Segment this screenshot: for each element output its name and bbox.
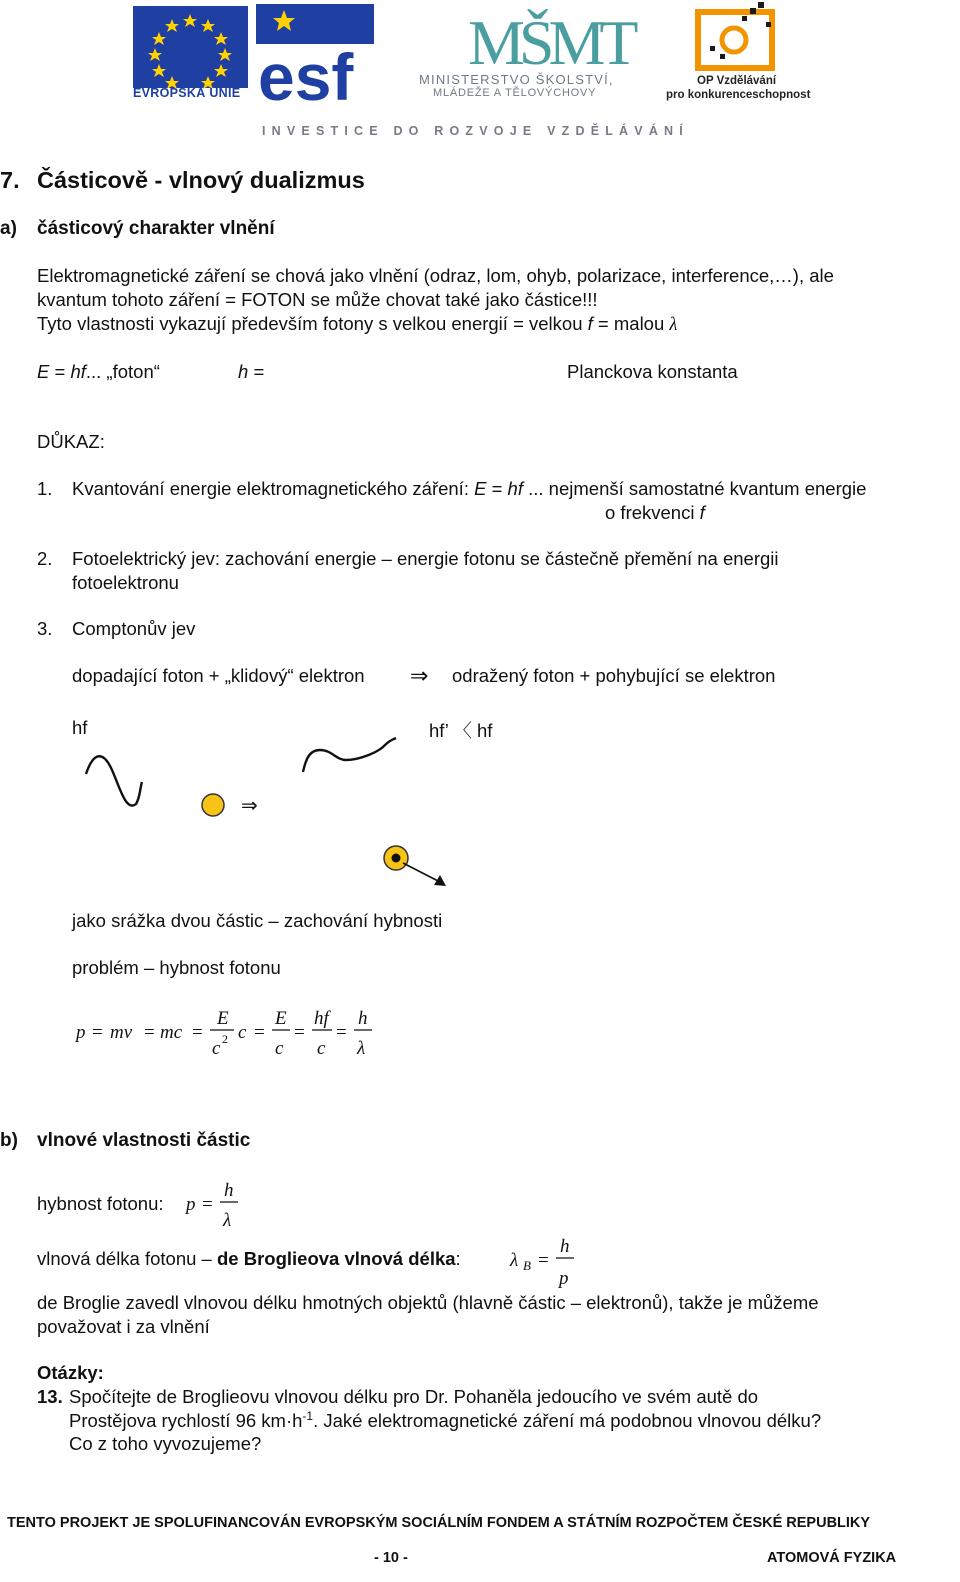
- formula-E: E: [37, 361, 50, 382]
- item1-hf: hf: [507, 478, 523, 499]
- para2-f: f: [587, 313, 593, 334]
- questions-label: Otázky:: [37, 1362, 104, 1383]
- item2-line1: Fotoelektrický jev: zachování energie – energie fotonu se částečně přemění na energii: [72, 548, 779, 569]
- para1-line2: kvantum tohoto záření = FOTON se může chovat také jako částice!!!: [37, 289, 598, 310]
- diagram-arrow-icon: ⇒: [241, 793, 258, 817]
- compton-left: dopadající foton + „klidový“ elektron: [72, 665, 365, 686]
- formula-eq2: =: [253, 361, 265, 382]
- item1-line2-text: o frekvenci: [605, 502, 695, 523]
- pm-p: p: [186, 1194, 196, 1215]
- msmt-logo: [464, 2, 633, 78]
- item1-E: E: [474, 478, 487, 499]
- page-number: - 10 -: [374, 1550, 408, 1566]
- mf-E1: E: [217, 1008, 229, 1029]
- mf-sup2: 2: [222, 1032, 228, 1046]
- question-number: 13.: [37, 1386, 63, 1407]
- esf-text: esf: [258, 40, 354, 114]
- resting-electron-icon: [202, 794, 224, 816]
- question-line1: Spočítejte de Broglieovu vlnovou délku pro Dr. Pohaněla jedoucího ve svém autě do: [69, 1386, 759, 1407]
- mf-eq5: =: [294, 1022, 305, 1043]
- question-line3: Co z toho vyvozujeme?: [69, 1433, 262, 1454]
- item1-f: f: [699, 502, 705, 523]
- broglie-line1: de Broglie zavedl vlnovou délku hmotných objektů (hlavně částic – elektronů), takže je můžeme: [37, 1292, 819, 1313]
- section-b-heading: vlnové vlastnosti částic: [37, 1130, 251, 1151]
- photon-formula: [37, 361, 160, 383]
- para2-eq: = malou: [597, 313, 665, 334]
- mf-eq3: =: [192, 1022, 203, 1043]
- mf-c: c: [238, 1022, 247, 1043]
- wavelength-line: [37, 1248, 461, 1270]
- para2: [37, 313, 677, 336]
- footer-funding: TENTO PROJEKT JE SPOLUFINANCOVÁN EVROPSKÝM SOCIÁLNÍM FONDEM A STÁTNÍM ROZPOČTEM ČESKÉ REPUBLIKY: [7, 1515, 871, 1531]
- momentum-formula: [70, 1000, 390, 1064]
- photon-momentum-formula: [182, 1176, 252, 1236]
- mf-eq2: =: [144, 1022, 155, 1043]
- mf-lambda: λ: [357, 1038, 366, 1059]
- question-line2-sup: -1: [302, 1409, 314, 1423]
- wavelength-bold: de Broglieova vlnová délka: [217, 1248, 456, 1269]
- pm-h: h: [224, 1180, 234, 1201]
- wavelength-label: vlnová délka fotonu –: [37, 1248, 212, 1269]
- mf-c3: c: [275, 1038, 284, 1059]
- diagram-hf-right: hf’ 〈 hf: [429, 720, 493, 741]
- esf-logo: [256, 4, 374, 114]
- bf-eq: =: [538, 1250, 549, 1271]
- mf-hf: hf: [314, 1008, 329, 1029]
- bf-lambda: λ: [510, 1250, 519, 1271]
- item1-line2: [605, 502, 705, 524]
- section-b-label: b): [0, 1130, 18, 1151]
- op-line1: OP Vzdělávání: [697, 75, 777, 87]
- msmt-logo-text: MŠMT: [468, 7, 633, 78]
- item1-rest: ... nejmenší samostatné kvantum energie: [528, 478, 867, 499]
- eu-stars-icon: [133, 6, 248, 88]
- mf-mc: mc: [160, 1022, 183, 1043]
- item1: [72, 478, 866, 500]
- mf-p: p: [76, 1022, 86, 1043]
- eu-label: EVROPSKÁ UNIE: [133, 86, 241, 100]
- formula-eq1: =: [54, 361, 66, 382]
- broglie-line2: považovat i za vlnění: [37, 1316, 210, 1337]
- mf-E2: E: [275, 1008, 287, 1029]
- mf-c2: c: [212, 1038, 221, 1059]
- compton-right: odražený foton + pohybující se elektron: [452, 665, 776, 686]
- formula-h: h: [238, 361, 249, 382]
- planck-label: Planckova konstanta: [567, 361, 738, 382]
- problem-text: problém – hybnost fotonu: [72, 957, 281, 978]
- formula-rest: ... „foton“: [85, 361, 160, 382]
- msmt-line2: MLÁDEŽE A TĚLOVÝCHOVY: [433, 87, 597, 99]
- question-line2: [69, 1409, 821, 1432]
- scattered-photon-wave-icon: [303, 738, 396, 772]
- bf-sub: B: [523, 1258, 531, 1273]
- op-logo: [690, 2, 782, 74]
- item3-number: 3.: [37, 618, 53, 639]
- item3-text: Comptonův jev: [72, 618, 196, 639]
- footer-subject: ATOMOVÁ FYZIKA: [767, 1550, 897, 1566]
- eu-flag-logo: [133, 6, 248, 88]
- mf-eq1: =: [92, 1022, 103, 1043]
- para2-text: Tyto vlastnosti vykazují především fotony s velkou energií = velkou: [37, 313, 583, 334]
- chapter-number: 7.: [0, 167, 20, 193]
- bf-h: h: [560, 1236, 570, 1257]
- item1-eq: =: [491, 478, 503, 499]
- para2-lambda: λ: [669, 315, 678, 335]
- bf-p: p: [559, 1268, 569, 1289]
- section-a-label: a): [0, 218, 17, 239]
- incident-photon-wave-icon: [86, 756, 142, 805]
- section-a-heading: částicový charakter vlnění: [37, 218, 275, 239]
- collision-text: jako srážka dvou částic – zachování hybnosti: [72, 910, 443, 931]
- item2-line2: fotoelektronu: [72, 572, 179, 593]
- broglie-formula: [506, 1232, 586, 1292]
- op-line2: pro konkurenceschopnost: [666, 89, 811, 101]
- item1-number: 1.: [37, 478, 53, 499]
- tagline: INVESTICE DO ROZVOJE VZDĚLÁVÁNÍ: [262, 124, 689, 138]
- item2-number: 2.: [37, 548, 53, 569]
- question-line2b: . Jaké elektromagnetické záření má podobnou vlnovou délku?: [313, 1410, 822, 1432]
- wavelength-colon: :: [455, 1248, 461, 1269]
- msmt-line1: MINISTERSTVO ŠKOLSTVÍ,: [419, 72, 614, 87]
- momentum-label: hybnost fotonu:: [37, 1193, 164, 1214]
- mf-h: h: [358, 1008, 368, 1029]
- pm-eq: =: [202, 1194, 213, 1215]
- para1-line1: Elektromagnetické záření se chová jako vlnění (odraz, lom, ohyb, polarizace, interference,…), ale: [37, 265, 834, 286]
- item1-text: Kvantování energie elektromagnetického záření:: [72, 478, 469, 499]
- implies-icon: ⇒: [410, 663, 429, 688]
- proof-label: DŮKAZ:: [37, 431, 105, 452]
- planck-formula: [238, 361, 264, 383]
- compton-diagram: [0, 730, 520, 890]
- pm-lambda: λ: [223, 1210, 232, 1231]
- mf-mv: mv: [110, 1022, 133, 1043]
- diagram-hf-left: hf: [72, 717, 88, 738]
- mf-eq4: =: [254, 1022, 265, 1043]
- formula-hf: hf: [70, 361, 86, 382]
- page-title: Částicově - vlnový dualizmus: [37, 167, 365, 193]
- mf-c4: c: [317, 1038, 326, 1059]
- question-line2a: Prostějova rychlostí 96 km·h: [69, 1410, 303, 1432]
- mf-eq6: =: [336, 1022, 347, 1043]
